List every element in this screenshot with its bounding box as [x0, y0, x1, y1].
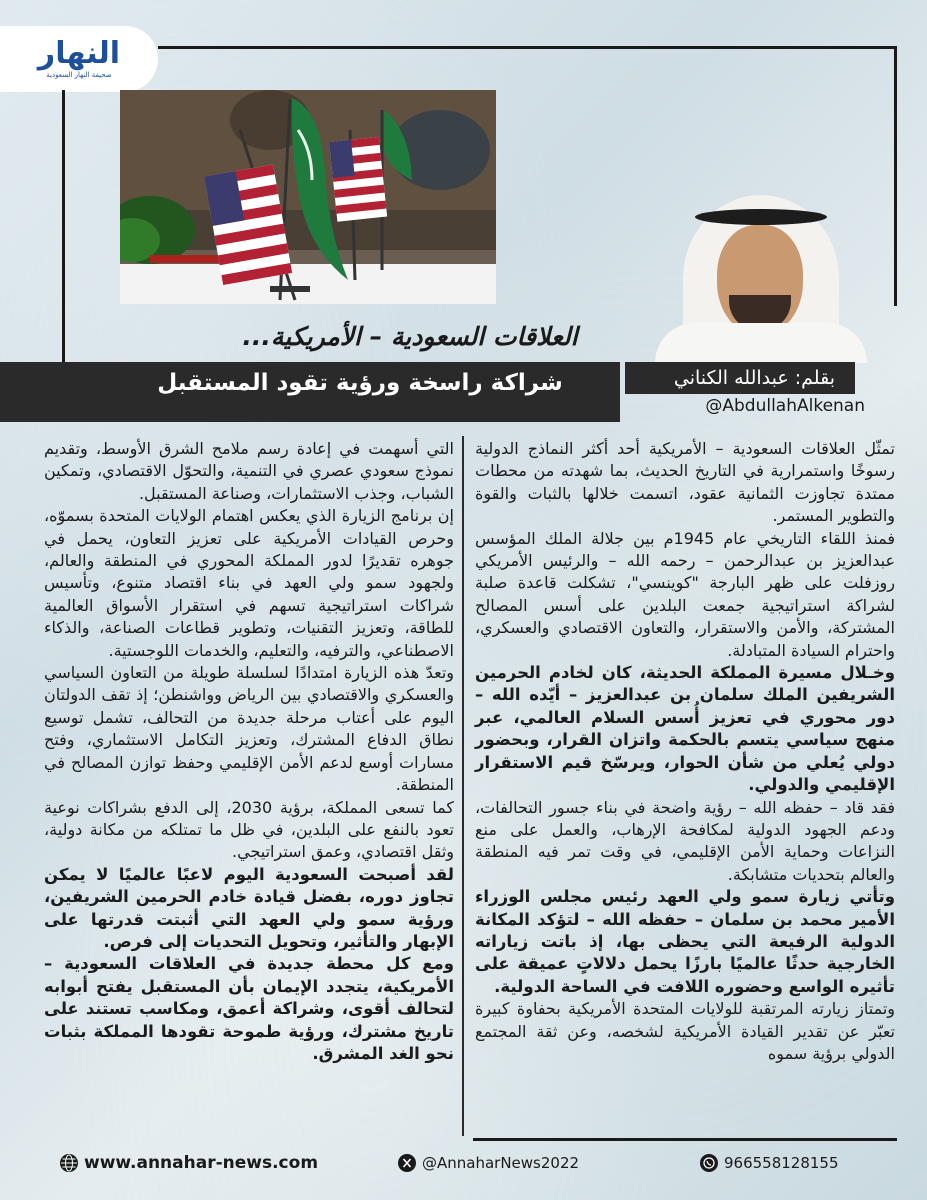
article-column-left	[44, 438, 454, 1065]
headline-line2: شراكة راسخة ورؤية تقود المستقبل	[157, 370, 563, 396]
x-twitter-icon	[398, 1154, 416, 1172]
flags-photo	[120, 90, 496, 304]
right-paragraph-6: وتمتاز زيارته المرتقبة للولايات المتحدة الأمريكية بحفاوة كبيرة تعبّر عن تقدير القيادة الأمريكية لشخصه، وعن ثقة المجتمع الدولي برؤية سموه	[475, 999, 895, 1063]
footer-website[interactable]	[60, 1148, 318, 1178]
left-paragraph-2: إن برنامج الزيارة الذي يعكس اهتمام الولايات المتحدة بسموّه، وحرص القيادات الأمريكية على تعزيز التعاون، يحمل في جوهره تقديرًا لدور المملكة المحوري في المنطقة والعالم، ولجهود سمو ولي العهد في بناء اقتصاد متنوع، وتأسيس شراكات استراتيجية تسهم في استقرار الأسواق العالمية للطاقة، وتعزيز التقنيات، وتطوير قطاعات الصناعة، والذكاء الاصطناعي، والترفيه، والتعليم، والخدمات اللوجستية.	[44, 506, 454, 660]
right-paragraph-2: فمنذ اللقاء التاريخي عام 1945م بين جلالة الملك المؤسس عبدالعزيز بن عبدالرحمن – رحمه الله – والرئيس الأمريكي روزفلت على ظهر البارجة "كوينسي"، تشكلت قاعدة صلبة لشراكة استراتيجية جمعت البلدين على أسس المصالح المشتركة، والأمن والاستقرار، والتعاون الاقتصادي والعسكري، واحترام السيادة المتبادلة.	[475, 528, 895, 660]
logo-tagline: صحيفة النهار السعودية	[46, 71, 112, 79]
left-paragraph-6: ومع كل محطة جديدة في العلاقات السعودية – الأمريكية، يتجدد الإيمان بأن المستقبل يفتح أبوابه لتحالف أقوى، وشراكة أعمق، ومكاسب تستند على تاريخ مشترك، ورؤية طموحة تقودها المملكة بثبات نحو الغد المشرق.	[44, 954, 454, 1063]
left-paragraph-3: وتعدّ هذه الزيارة امتدادًا لسلسلة طويلة من التعاون السياسي والعسكري والاقتصادي بين الرياض وواشنطن؛ إذ تقف الدولتان اليوم على أعتاب مرحلة جديدة من التحالف، تشمل توسيع نطاق الدفاع المشترك، وتعزيز التكامل الاستثماري، وفتح مسارات أوسع لدعم الأمن الإقليمي وحفظ توازن المصالح في المنطقة.	[44, 663, 454, 795]
right-paragraph-1: تمثّل العلاقات السعودية – الأمريكية أحد أكثر النماذج الدولية رسوخًا واستمرارية في التاريخ الحديث، بما شهدته من محطات ممتدة تجاوزت الثمانية عقود، اتسمت خلالها بالثبات والقوة والتطوير المستمر.	[475, 439, 895, 526]
author-label: بقلم: عبدالله الكناني	[625, 362, 855, 394]
portrait-thobe	[655, 323, 867, 363]
frame-line-top	[158, 46, 896, 49]
flags-illustration	[120, 90, 496, 304]
footer-twitter[interactable]	[398, 1148, 579, 1178]
headline-line1: العلاقات السعودية – الأمريكية...	[242, 322, 578, 351]
article-column-right	[475, 438, 895, 1065]
footer-website-text: www.annahar-news.com	[84, 1153, 319, 1173]
portrait-agal	[695, 209, 827, 225]
footer-twitter-text: @AnnaharNews2022	[422, 1154, 580, 1172]
right-paragraph-4: فقد قاد – حفظه الله – رؤية واضحة في بناء جسور التحالفات، ودعم الجهود الدولية لمكافحة الإرهاب، والعمل على منع النزاعات وحماية الأمن الإقليمي، في وقت تمر فيه المنطقة والعالم بتحديات متشابكة.	[475, 797, 895, 884]
logo-name: النهار	[37, 36, 121, 71]
right-paragraph-3: وخـلال مسيرة المملكة الحديثة، كان لخادم الحرمين الشريفين الملك سلمان بن عبدالعزيز – أيّده الله – دور محوري في تعزيز أُسس السلام العالمي، عبر منهج سياسي يتسم بالحكمة واتزان القرار، وبحضور دولي يُعلي من شأن الحوار، ويرسّخ قيم الاستقرار الإقليمي والدولي.	[475, 663, 895, 795]
left-paragraph-1: التي أسهمت في إعادة رسم ملامح الشرق الأوسط، وتقديم نموذج سعودي عصري في التنمية، والتحوّل الاقتصادي، وتمكين الشباب، وجذب الاستثمارات، وصناعة المستقبل.	[44, 439, 454, 503]
right-paragraph-5: وتأتي زيارة سمو ولي العهد رئيس مجلس الوزراء الأمير محمد بن سلمان – حفظه الله – لتؤكد المكانة الدولية الرفيعة التي يحظى بها، إذ باتت زياراته الخارجية حدثًا عالميًا بارزًا يحمل دلالاتٍ عميقة على تأثيره الواسع وحضوره اللافت في الساحة الدولية.	[475, 887, 895, 996]
author-portrait	[655, 195, 867, 363]
globe-icon	[60, 1154, 78, 1172]
footer-whatsapp[interactable]	[700, 1148, 839, 1178]
column-divider	[462, 436, 464, 1136]
left-paragraph-4: كما تسعى المملكة، برؤية 2030، إلى الدفع بشراكات نوعية تعود بالنفع على البلدين، في ظل ما تمتلكه من مكانة دولية، وثقل اقتصادي، وعمق استراتيجي.	[44, 797, 454, 862]
page-footer	[0, 1148, 927, 1200]
whatsapp-icon	[700, 1154, 718, 1172]
footer-whatsapp-text: 966558128155	[724, 1154, 839, 1172]
author-handle[interactable]: @AbdullahAlkenan	[705, 396, 865, 416]
frame-line-right	[894, 46, 897, 306]
annahar-logo[interactable]	[0, 26, 158, 92]
left-paragraph-5: لقد أصبحت السعودية اليوم لاعبًا عالميًا لا يمكن تجاوز دوره، بفضل قيادة خادم الحرمين الشريفين، ورؤية سمو ولي العهد التي أثبتت قدرتها على الإبهار والتأثير، وتحويل التحديات إلى فرص.	[44, 864, 454, 951]
column-bottom-line	[473, 1138, 897, 1141]
